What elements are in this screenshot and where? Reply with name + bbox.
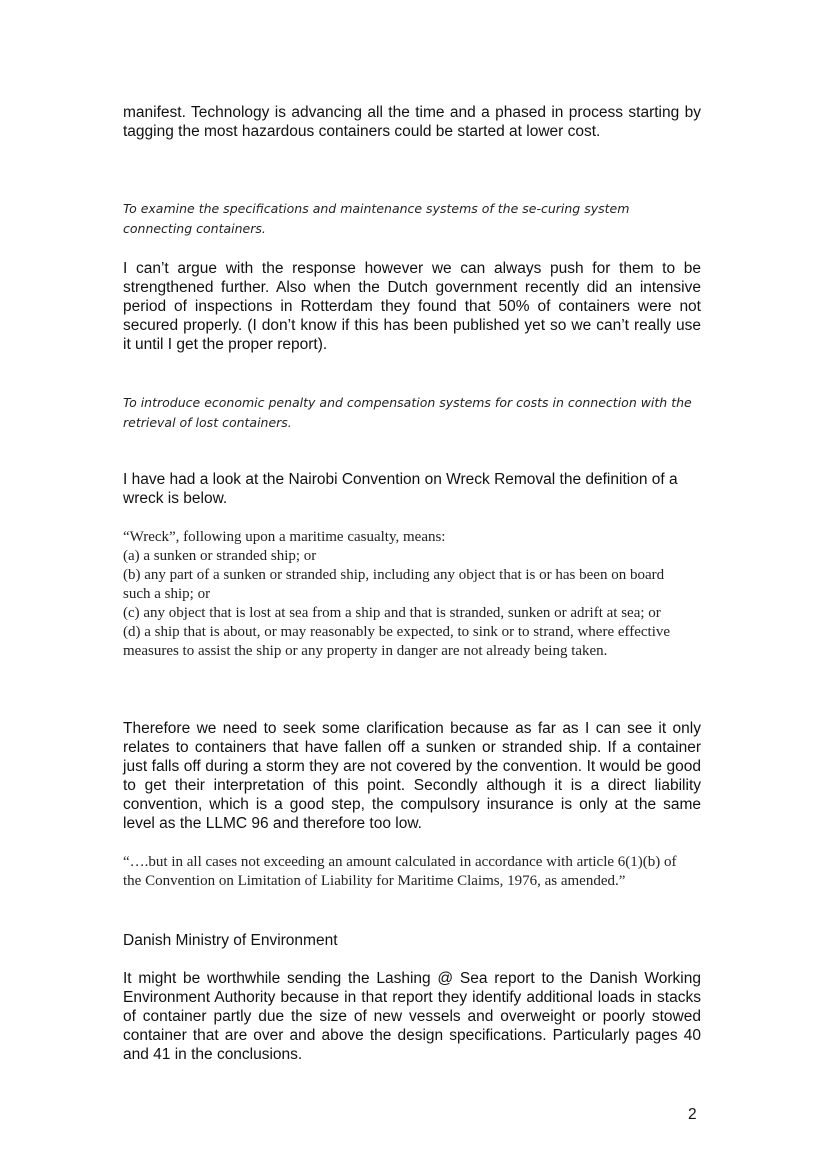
heading-securing-system: To examine the specifications and maintenance systems of the se-curing system connecting containers. — [123, 201, 630, 236]
paragraph-manifest: manifest. Technology is advancing all the time and a phased in process starting by tagging the most hazardous containers could be started at lower cost. — [123, 104, 701, 140]
page-number: 2 — [688, 1106, 697, 1123]
wreck-definition-item-a: (a) a sunken or stranded ship; or — [123, 548, 317, 564]
wreck-definition-item-d: (d) a ship that is about, or may reasonably be expected, to sink or to strand, where effective measures to assist the ship or any property in danger are not already being taken. — [123, 624, 671, 659]
paragraph-danish-authority: It might be worthwhile sending the Lashing @ Sea report to the Danish Working Environment Authority because in that report they identify additional loads in stacks of container partly due the size of new vessels and overweight or poorly stowed container that are over and above the design specifications. Particularly pages 40 and 41 in the conclusions. — [123, 970, 701, 1063]
paragraph-securing-response: I can’t argue with the response however we can always push for them to be strengthened further. Also when the Dutch government recently did an intensive period of inspections in Rotterdam they found that 50% of containers were not secured properly. (I don’t know if this has been published yet so we can’t really use it until I get the proper report). — [123, 260, 701, 353]
heading-economic-penalty: To introduce economic penalty and compensation systems for costs in connection with the retrieval of lost containers. — [123, 395, 692, 430]
wreck-definition-item-b: (b) any part of a sunken or stranded ship, including any object that is or has been on board such a ship; or — [123, 567, 665, 602]
wreck-definition-item-c: (c) any object that is lost at sea from a ship and that is stranded, sunken or adrift at sea; or — [123, 605, 661, 621]
wreck-definition-line: “Wreck”, following upon a maritime casualty, means: — [123, 529, 446, 545]
quote-llmc: “….but in all cases not exceeding an amount calculated in accordance with article 6(1)(b) of the Convention on Limitation of Liability for Maritime Claims, 1976, as amended.” — [123, 854, 677, 889]
paragraph-nairobi-convention: I have had a look at the Nairobi Convention on Wreck Removal the definition of a wreck is below. — [123, 471, 678, 507]
heading-danish-ministry: Danish Ministry of Environment — [123, 932, 338, 949]
wreck-definition — [123, 528, 683, 661]
paragraph-clarification: Therefore we need to seek some clarification because as far as I can see it only relates to containers that have fallen off a sunken or stranded ship. If a container just falls off during a storm they are not covered by the convention. It would be good to get their interpretation of this point. Secondly although it is a direct liability convention, which is a good step, the compulsory insurance is only at the same level as the LLMC 96 and therefore too low. — [123, 720, 701, 832]
